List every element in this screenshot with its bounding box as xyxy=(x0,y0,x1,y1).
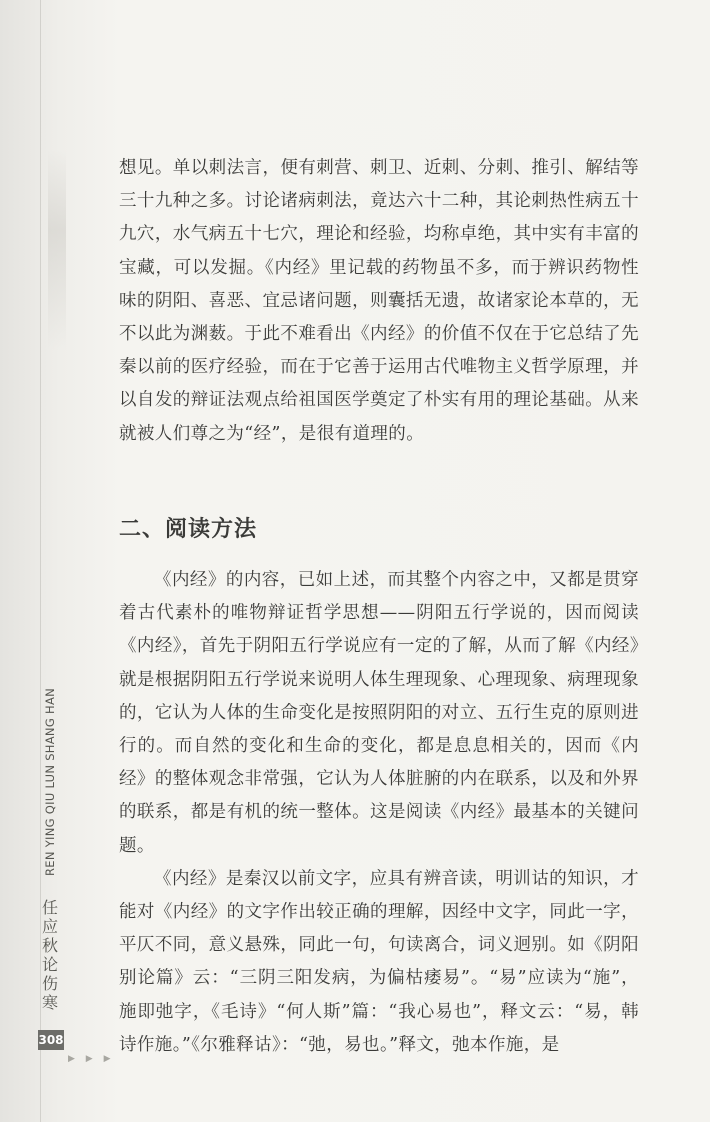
page-marks-icon: ▶ ▶ ▶ xyxy=(68,1054,115,1064)
paragraph-1-block xyxy=(119,152,639,451)
series-char: 伤 xyxy=(41,974,58,993)
series-title-chinese xyxy=(40,898,60,1012)
series-char: 论 xyxy=(41,955,58,974)
section-heading: 二、阅读方法 xyxy=(119,517,258,542)
page-number: 308 xyxy=(38,1030,64,1050)
series-char: 寒 xyxy=(41,993,58,1012)
paragraph-1: 想见。单以刺法言，便有刺营、刺卫、近刺、分刺、推引、解结等三十九种之多。讨论诸病刺法，竟达六十二种，其论刺热性病五十九穴，水气病五十七穴，理论和经验，均称卓绝，其中实有丰富的宝藏，可以发掘。《内经》里记载的药物虽不多，而于辨识药物性味的阴阳、喜恶、宜忌诸问题，则囊括无遗，故诸家论本草的，无不以此为渊薮。于此不难看出《内经》的价值不仅在于它总结了先秦以前的医疗经验，而在于它善于运用古代唯物主义哲学原理，并以自发的辩证法观点给祖国医学奠定了朴实有用的理论基础。从来就被人们尊之为“经”，是很有道理的。 xyxy=(119,158,639,444)
paragraph-2: 《内经》的内容，已如上述，而其整个内容之中，又都是贯穿着古代素朴的唯物辩证哲学思想——阴阳五行学说的，因而阅读《内经》，首先于阴阳五行学说应有一定的了解，从而了解《内经》就是根据阴阳五行学说来说明人体生理现象、心理现象、病理现象的，它认为人体的生命变化是按照阴阳的对立、五行生克的原则进行的。而自然的变化和生命的变化，都是息息相关的，因而《内经》的整体观念非常强，它认为人体脏腑的内在联系，以及和外界的联系，都是有机的统一整体。这是阅读《内经》最基本的关键问题。 xyxy=(119,570,639,856)
series-title-pinyin-text: REN YING QIU LUN SHANG HAN xyxy=(43,687,57,877)
series-char: 应 xyxy=(41,917,58,936)
scan-shadow xyxy=(48,150,66,350)
series-char: 任 xyxy=(41,898,58,917)
series-title-pinyin xyxy=(38,668,62,896)
body-text-block xyxy=(119,564,639,1062)
paragraph-3: 《内经》是秦汉以前文字，应具有辨音读，明训诂的知识，才能对《内经》的文字作出较正确的理解，因经中文字，同此一字，平仄不同，意义悬殊，同此一句，句读离合，词义迥别。如《阴阳别论篇》云：“三阴三阳发病，为偏枯痿易”。“易”应读为“施”，施即弛字，《毛诗》“何人斯”篇：“我心易也”，释文云：“易，韩诗作施。”《尔雅释诂》：“弛，易也。”释文，弛本作施，是 xyxy=(119,868,639,1055)
series-char: 秋 xyxy=(41,936,58,955)
